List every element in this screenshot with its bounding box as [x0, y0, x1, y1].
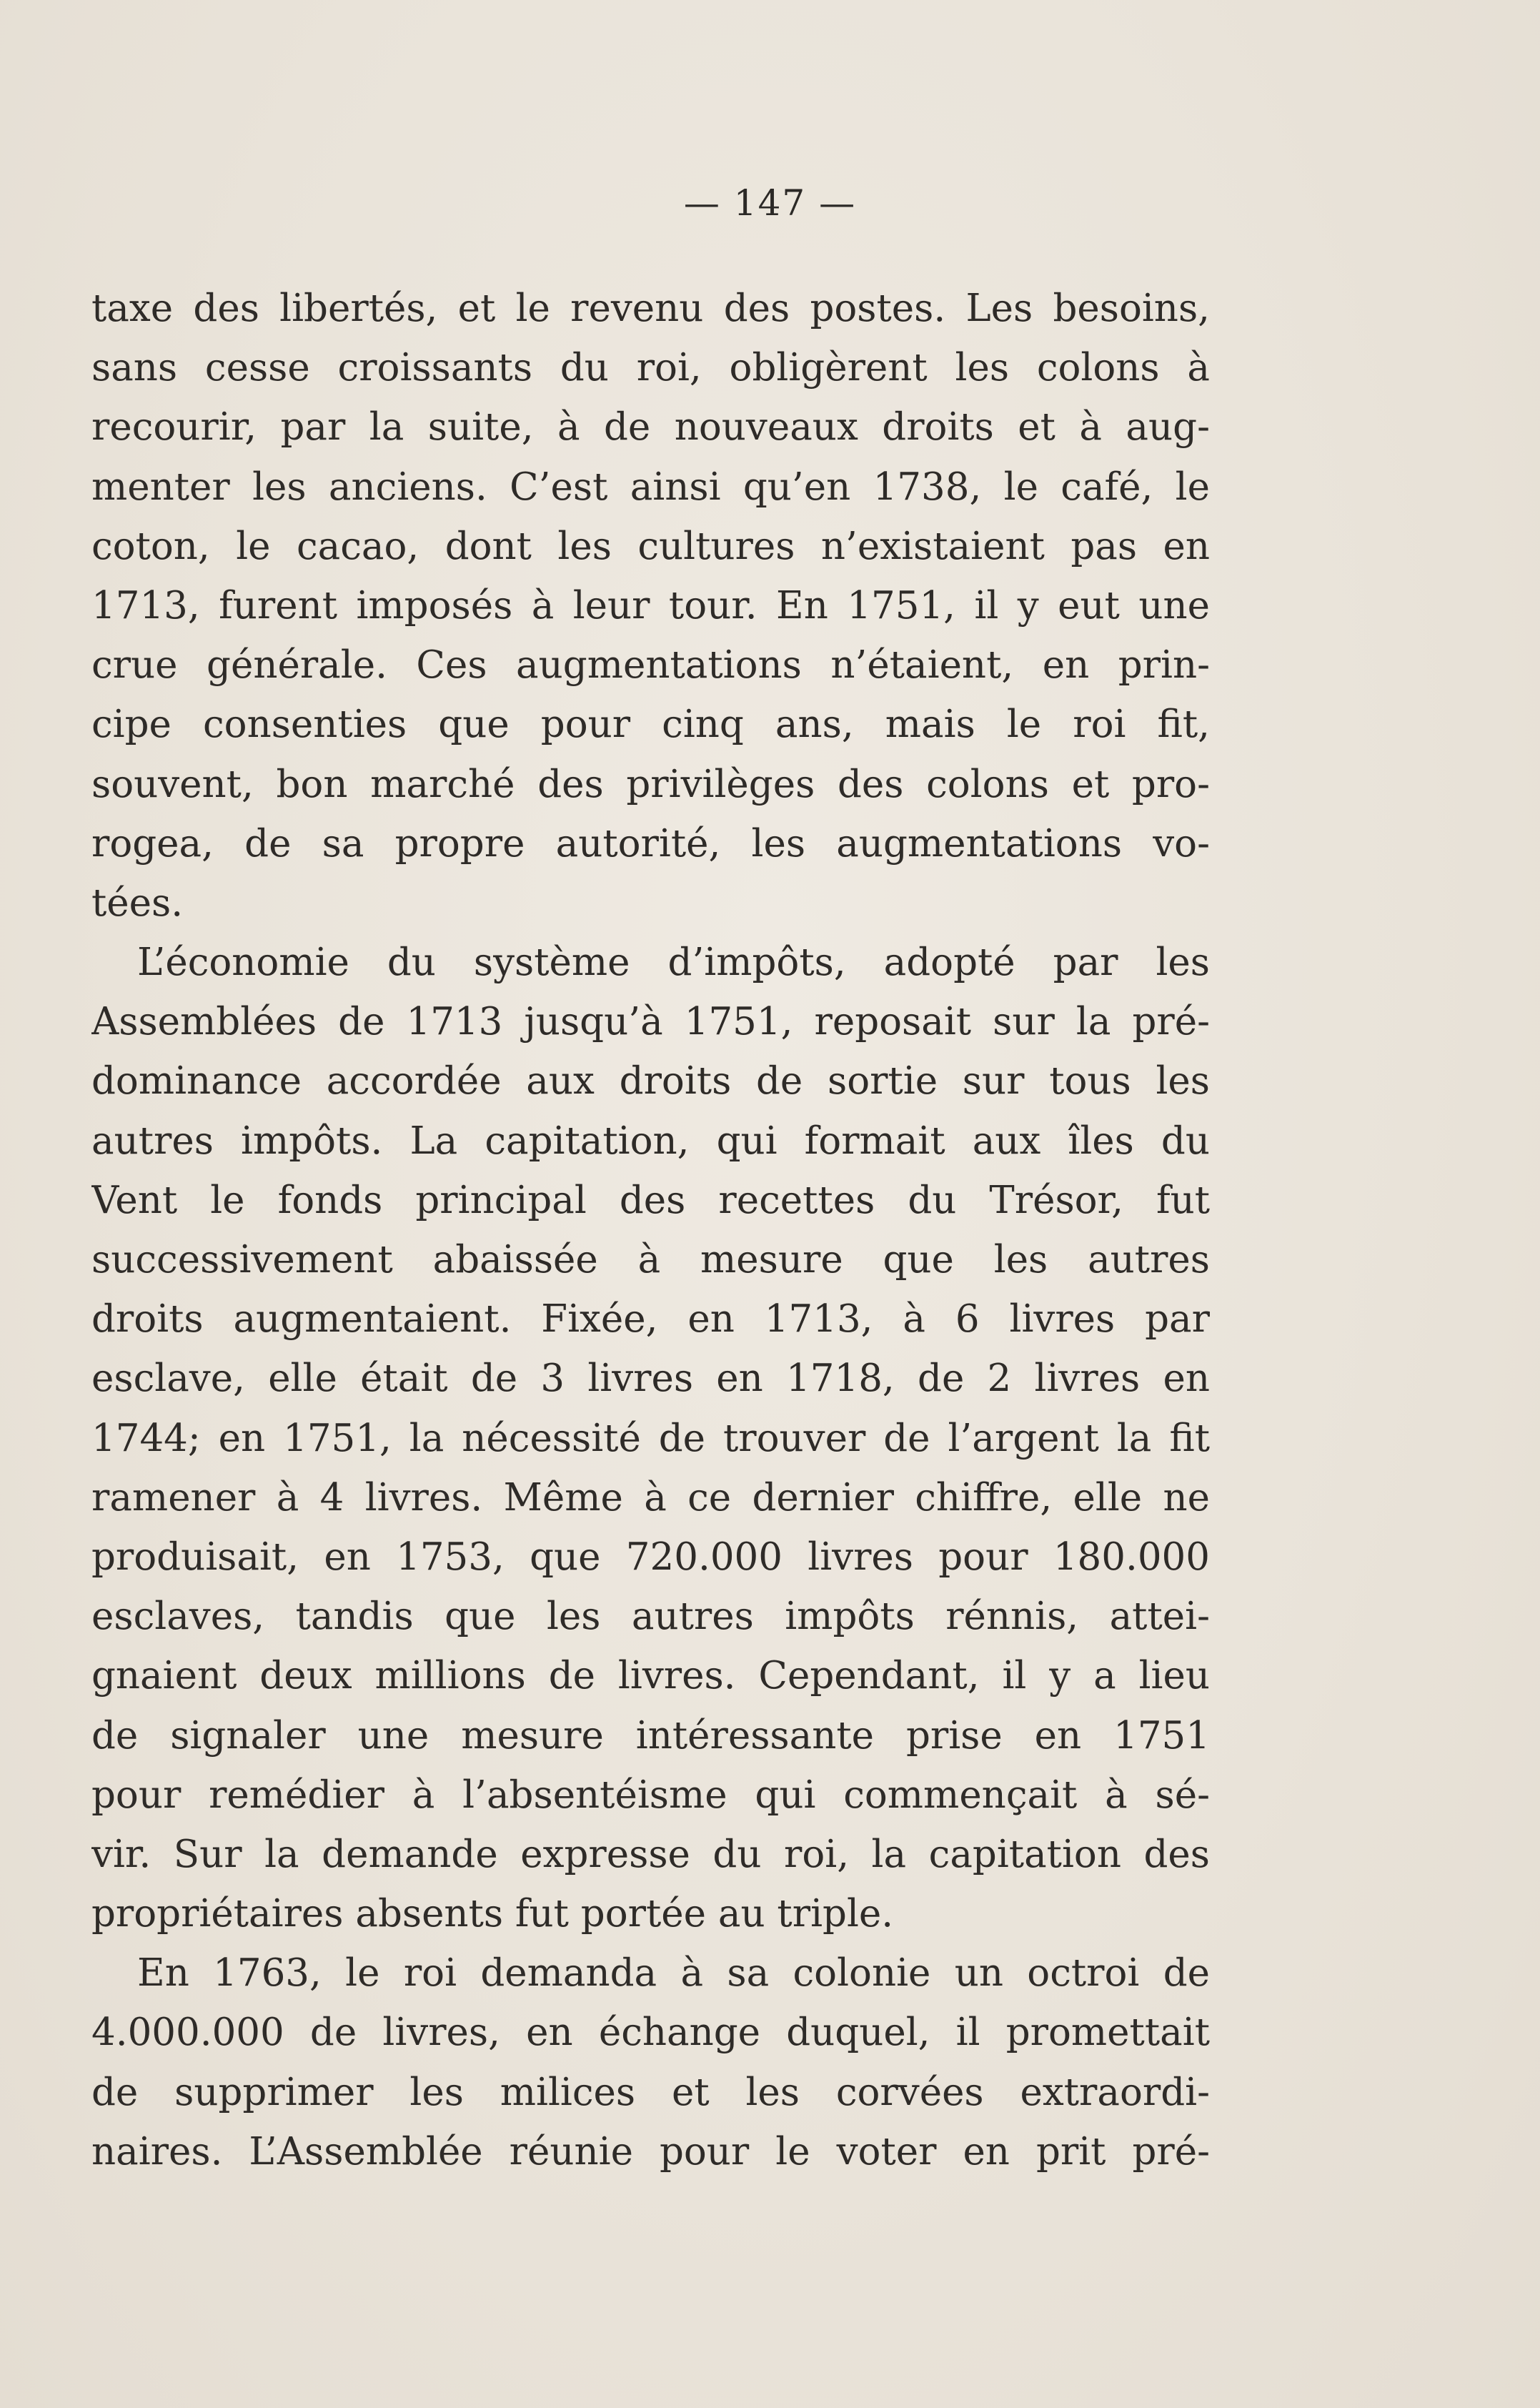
- text-line: Assemblées de 1713 jusqu’à 1751, reposait sur la pré-: [91, 1000, 1210, 1044]
- text-line: tées.: [91, 881, 184, 925]
- text-line: vir. Sur la demande expresse du roi, la capitation des: [91, 1832, 1210, 1876]
- text-line: propriétaires absents fut portée au triple.: [91, 1892, 894, 1936]
- text-line: ramener à 4 livres. Même à ce dernier chiffre, elle ne: [91, 1475, 1210, 1520]
- text-line: esclave, elle était de 3 livres en 1718, de 2 livres en: [91, 1357, 1210, 1401]
- text-line: de supprimer les milices et les corvées extraordi-: [91, 2070, 1210, 2114]
- page-number: — 147 —: [683, 182, 857, 224]
- text-line: droits augmentaient. Fixée, en 1713, à 6 livres par: [91, 1297, 1210, 1342]
- text-line: naires. L’Assemblée réunie pour le voter en prit pré-: [91, 2129, 1210, 2174]
- text-line: successivement abaissée à mesure que les autres: [91, 1238, 1210, 1282]
- text-line: 1744; en 1751, la nécessité de trouver de l’argent la fit: [91, 1416, 1210, 1460]
- text-line: gnaient deux millions de livres. Cependant, il y a lieu: [91, 1654, 1210, 1698]
- body-text: [91, 279, 1210, 2181]
- text-line: L’économie du système d’impôts, adopté par les: [137, 941, 1210, 985]
- text-line: autres impôts. La capitation, qui formait aux îles du: [91, 1119, 1210, 1163]
- text-line: menter les anciens. C’est ainsi qu’en 1738, le café, le: [91, 465, 1210, 509]
- text-line: En 1763, le roi demanda à sa colonie un octroi de: [137, 1951, 1210, 1996]
- text-line: taxe des libertés, et le revenu des postes. Les besoins,: [91, 287, 1210, 330]
- text-line: esclaves, tandis que les autres impôts rénnis, attei-: [91, 1595, 1210, 1639]
- text-line: cipe consenties que pour cinq ans, mais le roi fit,: [91, 703, 1210, 747]
- text-line: dominance accordée aux droits de sortie sur tous les: [91, 1059, 1210, 1104]
- text-line: produisait, en 1753, que 720.000 livres pour 180.000: [91, 1535, 1210, 1579]
- text-line: souvent, bon marché des privilèges des colons et pro-: [91, 762, 1210, 806]
- text-line: sans cesse croissants du roi, obligèrent les colons à: [91, 346, 1210, 390]
- text-line: coton, le cacao, dont les cultures n’existaient pas en: [91, 524, 1210, 568]
- text-line: crue générale. Ces augmentations n’étaient, en prin-: [91, 643, 1210, 688]
- text-line: Vent le fonds principal des recettes du Trésor, fut: [91, 1178, 1210, 1222]
- text-line: rogea, de sa propre autorité, les augmentations vo-: [91, 821, 1210, 866]
- text-line: de signaler une mesure intéressante prise en 1751: [91, 1713, 1210, 1758]
- text-line: pour remédier à l’absentéisme qui commençait à sé-: [91, 1773, 1210, 1817]
- text-line: 1713, furent imposés à leur tour. En 1751, il y eut une: [91, 583, 1210, 628]
- text-line: recourir, par la suite, à de nouveaux droits et à aug-: [91, 405, 1210, 450]
- text-line: 4.000.000 de livres, en échange duquel, il promettait: [91, 2011, 1210, 2055]
